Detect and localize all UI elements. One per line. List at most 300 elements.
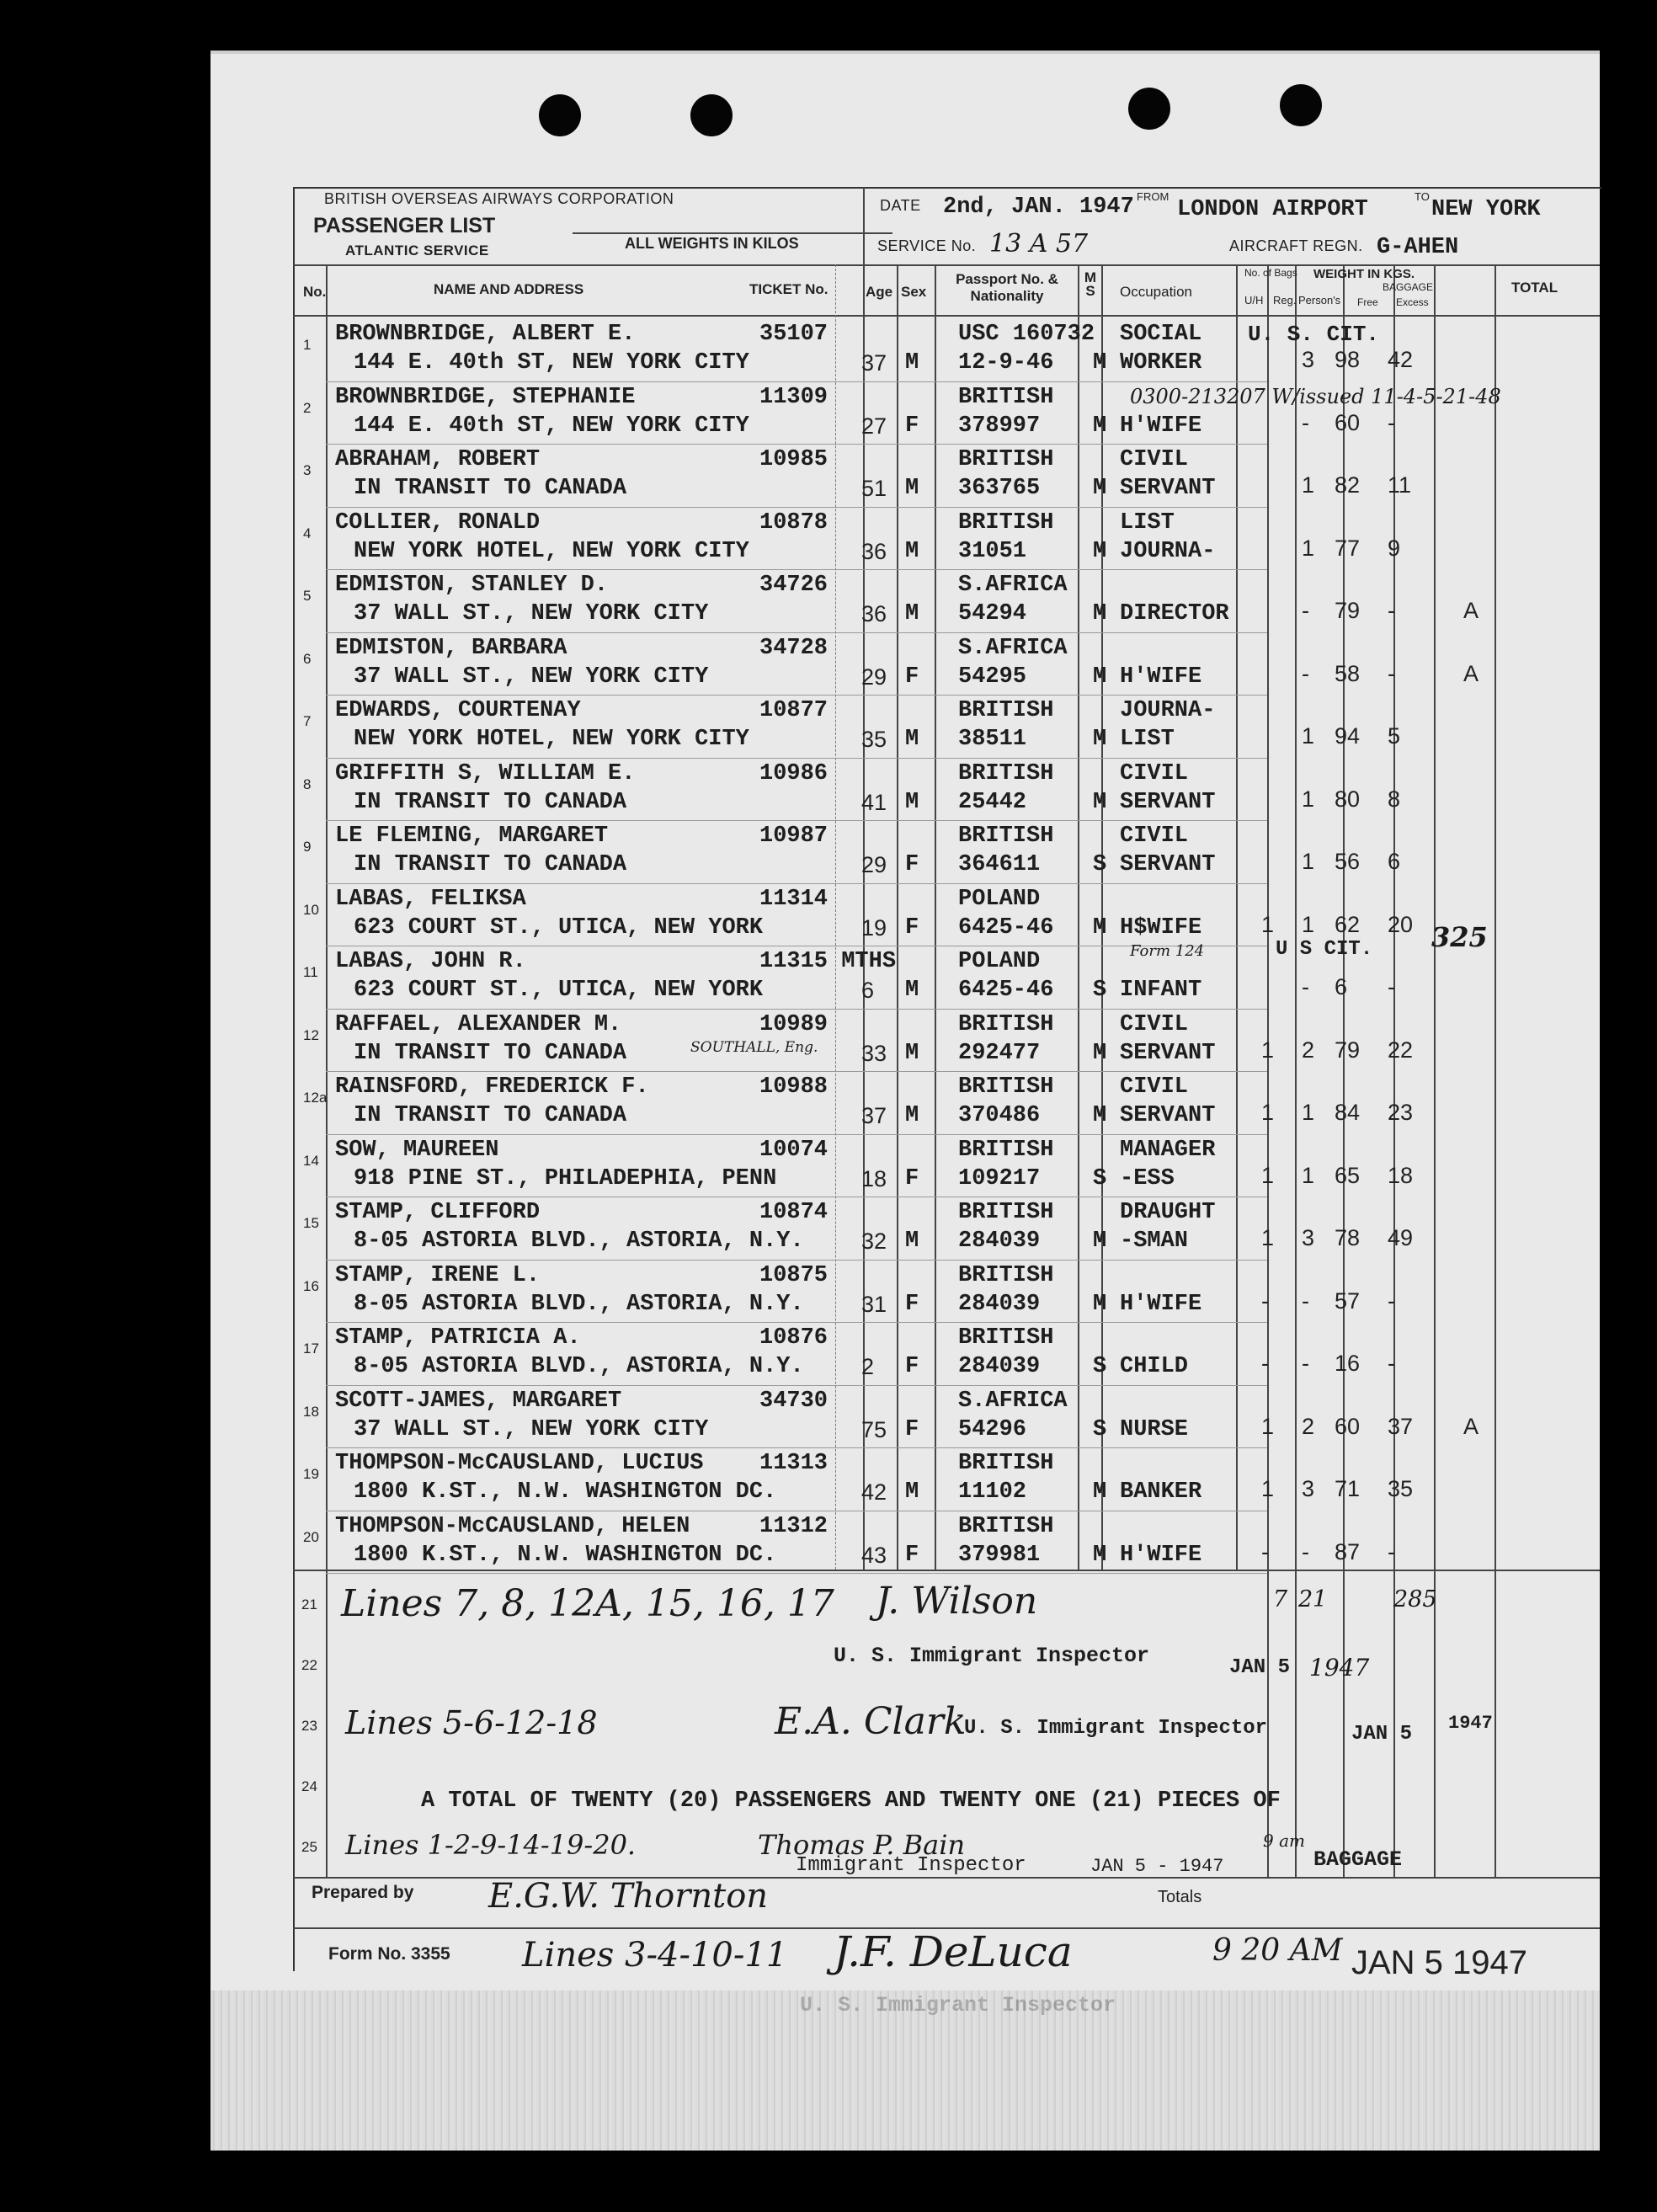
cell-occ1: CIVIL (1120, 447, 1189, 472)
cell-pass1: BRITISH (958, 1074, 1054, 1100)
cell-ms: S (1093, 1165, 1107, 1191)
lines-note-1: Lines 7, 8, 12A, 15, 16, 17 (341, 1582, 834, 1625)
stamp-2-year: 1947 (1448, 1713, 1493, 1734)
cell-age: 37 (861, 350, 887, 376)
cell-occ2: NURSE (1120, 1416, 1189, 1442)
col-head-baggage: BAGGAGE (1383, 281, 1434, 293)
cell-uh: - (1261, 1538, 1269, 1564)
cell-pw: 57 (1335, 1287, 1361, 1314)
cell-reg: - (1302, 598, 1309, 623)
table-row-divider (326, 883, 1267, 884)
cell-pass1: BRITISH (958, 1262, 1054, 1288)
cell-occ2: CHILD (1120, 1354, 1189, 1379)
cell-pw: 77 (1335, 535, 1361, 561)
cell-uh: 1 (1261, 1100, 1275, 1125)
cell-name: SOW, MAUREEN (335, 1137, 499, 1163)
col-rule-passport (1078, 264, 1079, 1570)
cell-occ2: INFANT (1120, 978, 1202, 1003)
cell-ms: M (1093, 538, 1107, 564)
cell-uh: 1 (1261, 911, 1275, 937)
cell-no: 6 (303, 650, 312, 667)
cell-name: STAMP, IRENE L. (335, 1262, 541, 1288)
table-row-divider (326, 569, 1267, 570)
baggage-word: BAGGAGE (1313, 1847, 1403, 1872)
cell-occ2: -ESS (1120, 1165, 1175, 1191)
cell-pass1: S.AFRICA (958, 1388, 1068, 1414)
cell-pass2: 38511 (958, 727, 1027, 752)
cell-free: - (1388, 660, 1395, 686)
cell-pass1: S.AFRICA (958, 573, 1068, 598)
cell-occ2: DIRECTOR (1120, 601, 1229, 626)
rule-column-heads (293, 315, 1600, 317)
cell-no: 16 (303, 1277, 319, 1294)
col-head-sex: Sex (901, 284, 927, 300)
time-note-1: 9 am (1263, 1831, 1305, 1851)
table-row-divider (326, 695, 1267, 696)
stamp-date-large: JAN 5 1947 (1351, 1944, 1528, 1981)
cell-name: COLLIER, RONALD (335, 509, 541, 536)
rule-totals (293, 1570, 1600, 1571)
cell-occ1: MANAGER (1120, 1137, 1216, 1163)
cell-reg: 1 (1302, 535, 1315, 561)
table-row-divider (326, 1385, 1267, 1386)
cell-name: SCOTT-JAMES, MARGARET (335, 1388, 622, 1414)
cell-ms: S (1093, 852, 1107, 877)
cell-free: 23 (1388, 1100, 1414, 1125)
cell-age: 29 (861, 664, 887, 690)
cell-ticket: 10074 (759, 1137, 828, 1163)
cell-uh: 1 (1261, 1162, 1275, 1188)
footer-row-number: 23 (301, 1718, 317, 1734)
cell-free: 6 (1388, 849, 1401, 874)
cell-age: 32 (861, 1229, 887, 1254)
cell-uh: 1 (1261, 1037, 1275, 1063)
table-row-divider (326, 1322, 1267, 1323)
cell-reg: 2 (1302, 1413, 1315, 1439)
cell-occ2: SERVANT (1120, 1040, 1216, 1066)
cell-occ2: SERVANT (1120, 789, 1216, 815)
cell-pass2: 284039 (958, 1291, 1041, 1317)
cell-sex: M (905, 538, 919, 564)
cell-occ1: CIVIL (1120, 824, 1189, 849)
cell-pass1: POLAND (958, 949, 1041, 974)
col-rule-reg (1295, 264, 1297, 1877)
cell-sex: F (905, 1291, 919, 1317)
cell-age: 33 (861, 1040, 887, 1066)
col-head-weight: WEIGHT IN KGS. (1313, 267, 1415, 281)
col-head-free: Free (1357, 296, 1378, 308)
cell-free: 37 (1388, 1413, 1414, 1439)
cell-age: 18 (861, 1165, 887, 1191)
cell-sex: M (905, 601, 919, 626)
cell-ms: M (1093, 1103, 1107, 1128)
cell-address: 623 COURT ST., UTICA, NEW YORK (354, 914, 764, 941)
cell-ms: M (1093, 664, 1107, 690)
form-number: Form No. 3355 (328, 1944, 450, 1964)
table-row-divider (326, 1260, 1267, 1261)
cell-ticket: 10874 (759, 1200, 828, 1225)
cell-age: 36 (861, 538, 887, 564)
cell-address: 144 E. 40th ST, NEW YORK CITY (354, 350, 749, 376)
service-value: 13 A 57 (989, 229, 1089, 259)
total-free: 285 (1393, 1586, 1437, 1612)
cell-address: 1800 K.ST., N.W. WASHINGTON DC. (354, 1479, 777, 1505)
col-rule-occupation (1236, 264, 1238, 1570)
table-row-divider (326, 1009, 1267, 1010)
footer-row-number: 22 (301, 1657, 317, 1673)
cell-age: 41 (861, 789, 887, 815)
cell-pass2: 54296 (958, 1416, 1027, 1442)
cell-uh: 1 (1261, 1476, 1275, 1501)
cell-name: ABRAHAM, ROBERT (335, 447, 541, 472)
cell-no: 3 (303, 462, 312, 478)
inspector-line-1: U. S. Immigrant Inspector (834, 1644, 1150, 1668)
cell-address: 918 PINE ST., PHILADEPHIA, PENN (354, 1165, 777, 1191)
cell-sex: F (905, 1416, 919, 1442)
table-row-divider (326, 1071, 1267, 1072)
cell-ticket: 10989 (759, 1011, 828, 1037)
cell-age: 36 (861, 601, 887, 626)
cell-sex: F (905, 1542, 919, 1568)
cell-no: 15 (303, 1215, 319, 1231)
cell-occ2: JOURNA- (1120, 538, 1216, 564)
cell-address: 623 COURT ST., UTICA, NEW YORK (354, 978, 764, 1003)
cell-ticket: 11314 (759, 886, 828, 912)
cell-ticket: 34726 (759, 573, 828, 598)
cell-pass1: BRITISH (958, 1011, 1054, 1037)
cell-age: 6 (861, 978, 875, 1003)
col-rule-ticket-dashed (835, 264, 836, 1570)
cell-reg: - (1302, 1538, 1309, 1564)
cell-pass2: 109217 (958, 1165, 1041, 1191)
cell-name: RAINSFORD, FREDERICK F. (335, 1074, 649, 1100)
cell-name: LE FLEMING, MARGARET (335, 824, 609, 849)
stamp-3: JAN 5 - 1947 (1090, 1856, 1224, 1877)
cell-pass2: 364611 (958, 852, 1041, 877)
cell-ms: M (1093, 1479, 1107, 1505)
cell-ms: M (1093, 1040, 1107, 1066)
cell-age: 27 (861, 413, 887, 439)
col-head-age: Age (866, 284, 893, 300)
cell-free: 42 (1388, 347, 1414, 372)
company-name: BRITISH OVERSEAS AIRWAYS CORPORATION (324, 190, 674, 207)
cell-pw: 79 (1335, 1037, 1361, 1063)
cell-ticket: 35107 (759, 322, 828, 347)
cell-pass2: 292477 (958, 1040, 1041, 1066)
col-rule-persons (1343, 264, 1345, 1877)
cell-free: 18 (1388, 1162, 1414, 1188)
cell-reg: 1 (1302, 849, 1315, 874)
cell-reg: 3 (1302, 1476, 1315, 1501)
cell-no: 8 (303, 776, 312, 792)
cell-age: 37 (861, 1103, 887, 1128)
cell-ms: M (1093, 914, 1107, 941)
cell-age: 2 (861, 1354, 875, 1379)
cell-free: 22 (1388, 1037, 1414, 1063)
cell-name: LABAS, JOHN R. (335, 949, 526, 974)
cell-age: 75 (861, 1416, 887, 1442)
cell-reg: 3 (1302, 347, 1315, 372)
cell-address: IN TRANSIT TO CANADA (354, 1040, 627, 1066)
cell-free: - (1388, 409, 1395, 435)
service-label: SERVICE No. (877, 237, 977, 254)
cell-free: 9 (1388, 535, 1401, 561)
cell-ms: M (1093, 350, 1107, 376)
cell-pass2: 378997 (958, 413, 1041, 439)
cell-pw: 98 (1335, 347, 1361, 372)
cell-name: LABAS, FELIKSA (335, 886, 526, 912)
cell-no: 11 (303, 964, 318, 980)
cell-reg: - (1302, 660, 1309, 686)
cell-age: 42 (861, 1479, 887, 1505)
signature-4: J.F. DeLuca (834, 1927, 1073, 1976)
cell-ticket: 34730 (759, 1388, 828, 1414)
cell-pass1: BRITISH (958, 1513, 1054, 1539)
southall-note: SOUTHALL, Eng. (690, 1039, 818, 1056)
table-row-divider (326, 758, 1267, 759)
cell-free: 8 (1388, 786, 1401, 812)
cell-no: 12a (303, 1090, 328, 1106)
cell-ms: M (1093, 1229, 1107, 1254)
col-rule-free (1393, 264, 1395, 1877)
cell-address: NEW YORK HOTEL, NEW YORK CITY (354, 538, 749, 564)
cell-free: - (1388, 598, 1395, 623)
col-head-name: NAME AND ADDRESS (434, 281, 584, 297)
cell-occ2: H'WIFE (1120, 664, 1202, 690)
table-row-divider (326, 381, 1267, 382)
passenger-list-sheet (210, 51, 1600, 2151)
cell-ms: M (1093, 476, 1107, 501)
cell-occ1: DRAUGHT (1120, 1200, 1216, 1225)
cell-name: THOMPSON-McCAUSLAND, HELEN (335, 1513, 690, 1539)
cell-occ2: H'WIFE (1120, 1291, 1202, 1317)
cell-ticket: 11313 (759, 1451, 828, 1476)
cell-uh: - (1261, 1351, 1269, 1376)
cell-pw: 82 (1335, 472, 1361, 498)
cell-address: 37 WALL ST., NEW YORK CITY (354, 1416, 709, 1442)
cell-name: STAMP, PATRICIA A. (335, 1325, 581, 1351)
cell-age: 43 (861, 1542, 887, 1568)
cell-sex: F (905, 914, 919, 941)
time-note-2: 9 20 AM (1212, 1933, 1343, 1968)
cell-sex: M (905, 727, 919, 752)
cell-ms: S (1093, 978, 1107, 1003)
cell-occ2: -SMAN (1120, 1229, 1189, 1254)
cell-occ1: LIST (1120, 509, 1175, 536)
cell-ms: M (1093, 727, 1107, 752)
cell-address: IN TRANSIT TO CANADA (354, 789, 627, 815)
cell-pass2: 363765 (958, 476, 1041, 501)
cell-uh: - (1261, 1287, 1269, 1314)
cell-no: 4 (303, 525, 312, 541)
cell-pw: 94 (1335, 723, 1361, 749)
cell-free: 5 (1388, 723, 1401, 749)
col-rule-age (897, 264, 898, 1570)
cell-excess: A (1463, 660, 1479, 686)
cell-ticket: 11309 (759, 384, 828, 410)
cell-age: 35 (861, 727, 887, 752)
cell-ticket: 10878 (759, 509, 828, 536)
aircraft-label: AIRCRAFT REGN. (1229, 237, 1363, 254)
cell-sex: F (905, 852, 919, 877)
table-row-divider (326, 507, 1267, 508)
cell-name: BROWNBRIDGE, STEPHANIE (335, 384, 636, 410)
aircraft-value: G-AHEN (1377, 235, 1459, 260)
cell-pw: 56 (1335, 849, 1361, 874)
passport-reissue-note: 0300-213207 W/issued 11-4-5-21-48 (1130, 385, 1501, 408)
col-head-passport: Passport No. & Nationality (956, 271, 1058, 304)
cell-pass1: BRITISH (958, 698, 1054, 723)
cell-occ2: LIST (1120, 727, 1175, 752)
punch-hole-1 (539, 94, 581, 136)
table-row-divider (326, 632, 1267, 633)
lines-note-2: Lines 5-6-12-18 (345, 1704, 598, 1741)
cell-occ1: JOURNA- (1120, 698, 1216, 723)
cell-pass1: BRITISH (958, 760, 1054, 786)
cell-pass1: BRITISH (958, 1137, 1054, 1163)
cell-pw: 6 (1335, 974, 1348, 999)
count-325: 325 (1431, 921, 1488, 953)
cell-occ2: WORKER (1120, 350, 1202, 376)
cell-ms: M (1093, 1291, 1107, 1317)
cell-pw: 65 (1335, 1162, 1361, 1188)
col-head-reg: Reg. (1273, 294, 1297, 306)
cell-sex: M (905, 1229, 919, 1254)
to-value: NEW YORK (1431, 197, 1541, 222)
cell-address: IN TRANSIT TO CANADA (354, 1103, 627, 1128)
col-rule-excess (1434, 264, 1436, 1877)
inspector-line-3: Immigrant Inspector (796, 1854, 1026, 1877)
cell-pass2: 11102 (958, 1479, 1027, 1505)
cell-ticket: 10987 (759, 824, 828, 849)
cell-sex: F (905, 413, 919, 439)
cell-no: 7 (303, 713, 312, 729)
col-head-ms: M S (1084, 269, 1097, 299)
cell-occ1: CIVIL (1120, 1074, 1189, 1100)
scan-noise-band (210, 1991, 1600, 2151)
cell-free: - (1388, 974, 1395, 999)
cell-pass2: 284039 (958, 1229, 1041, 1254)
cell-pass2: 6425-46 (958, 978, 1054, 1003)
date-value: 2nd, JAN. 1947 (943, 195, 1134, 220)
cell-address: 8-05 ASTORIA BLVD., ASTORIA, N.Y. (354, 1229, 804, 1254)
cell-age: 29 (861, 852, 887, 877)
stamp-1-date: JAN 5 (1229, 1656, 1291, 1679)
cell-age: 51 (861, 476, 887, 501)
total-statement: A TOTAL OF TWENTY (20) PASSENGERS AND TWENTY ONE (21) PIECES OF (421, 1788, 1281, 1814)
cell-no: 17 (303, 1341, 319, 1357)
from-value: LONDON AIRPORT (1177, 197, 1368, 222)
cell-pass2: 25442 (958, 789, 1027, 815)
cell-occ1: CIVIL (1120, 1011, 1189, 1037)
cell-occ1: SOCIAL (1120, 322, 1202, 347)
cell-no: 18 (303, 1403, 319, 1420)
form-124-note: Form 124 (1130, 942, 1205, 960)
cell-free: 11 (1388, 472, 1412, 498)
cell-pw: 62 (1335, 911, 1361, 937)
cell-sex: F (905, 1354, 919, 1379)
cell-uh: 1 (1261, 1413, 1275, 1439)
cell-pw: 87 (1335, 1538, 1361, 1564)
cell-no: 1 (303, 337, 312, 353)
cell-no: 20 (303, 1528, 319, 1545)
punch-hole-4 (1280, 84, 1322, 126)
date-label: DATE (880, 197, 921, 214)
us-citizen-note-2: U S CIT. (1276, 938, 1373, 961)
rule-header-bottom (293, 264, 1600, 266)
cell-no: 12 (303, 1026, 319, 1043)
cell-ms: M (1093, 601, 1107, 626)
cell-pw: 79 (1335, 598, 1361, 623)
col-rule-total (1494, 264, 1496, 1877)
footer-row-number: 24 (301, 1778, 317, 1794)
cell-ticket: 11315 MTHS (759, 949, 897, 974)
cell-pw: 71 (1335, 1476, 1361, 1501)
cell-no: 2 (303, 399, 312, 416)
col-head-no-of-bags: No. of Bags (1244, 267, 1297, 279)
cell-occ1: CIVIL (1120, 760, 1189, 786)
col-rule-uh (1267, 264, 1269, 1877)
weights-note: ALL WEIGHTS IN KILOS (625, 235, 799, 252)
cell-reg: 1 (1302, 723, 1315, 749)
cell-reg: 1 (1302, 472, 1315, 498)
cell-free: 35 (1388, 1476, 1414, 1501)
cell-age: 31 (861, 1291, 887, 1317)
cell-pw: 16 (1335, 1351, 1361, 1376)
stamp-2-date: JAN 5 (1351, 1723, 1413, 1746)
cell-reg: - (1302, 1351, 1309, 1376)
rule-weights-box (573, 232, 892, 234)
cell-address: NEW YORK HOTEL, NEW YORK CITY (354, 727, 749, 752)
cell-sex: M (905, 1040, 919, 1066)
cell-ms: M (1093, 789, 1107, 815)
inspector-line-2: U. S. Immigrant Inspector (964, 1717, 1268, 1740)
cell-pw: 58 (1335, 660, 1361, 686)
cell-sex: M (905, 1479, 919, 1505)
cell-name: STAMP, CLIFFORD (335, 1200, 541, 1225)
col-head-excess: Excess (1396, 296, 1429, 308)
cell-sex: M (905, 789, 919, 815)
cell-ticket: 34728 (759, 635, 828, 661)
cell-pass1: BRITISH (958, 509, 1054, 536)
cell-reg: - (1302, 409, 1309, 435)
cell-name: THOMPSON-McCAUSLAND, LUCIUS (335, 1451, 704, 1476)
cell-reg: 2 (1302, 1037, 1315, 1063)
cell-address: IN TRANSIT TO CANADA (354, 476, 627, 501)
cell-reg: 1 (1302, 911, 1315, 937)
cell-pass2: 6425-46 (958, 914, 1054, 941)
cell-pass1: BRITISH (958, 1200, 1054, 1225)
cell-pass1: BRITISH (958, 824, 1054, 849)
signature-1: J. Wilson (876, 1580, 1038, 1623)
cell-reg: 3 (1302, 1225, 1315, 1250)
cell-ticket: 10986 (759, 760, 828, 786)
cell-reg: 1 (1302, 1100, 1315, 1125)
cell-pass1: USC 160732 (958, 322, 1095, 347)
cell-excess: A (1463, 598, 1479, 623)
col-head-no: No. (303, 284, 327, 300)
cell-occ2: SERVANT (1120, 476, 1216, 501)
cell-pw: 84 (1335, 1100, 1361, 1125)
col-head-total: TOTAL (1511, 280, 1558, 296)
col-head-persons: Person's (1298, 294, 1341, 306)
cell-address: 8-05 ASTORIA BLVD., ASTORIA, N.Y. (354, 1291, 804, 1317)
cell-reg: - (1302, 1287, 1309, 1314)
prepared-label: Prepared by (312, 1883, 414, 1902)
cell-ms: M (1093, 1542, 1107, 1568)
cell-pass2: 379981 (958, 1542, 1041, 1568)
col-head-occupation: Occupation (1120, 284, 1192, 300)
